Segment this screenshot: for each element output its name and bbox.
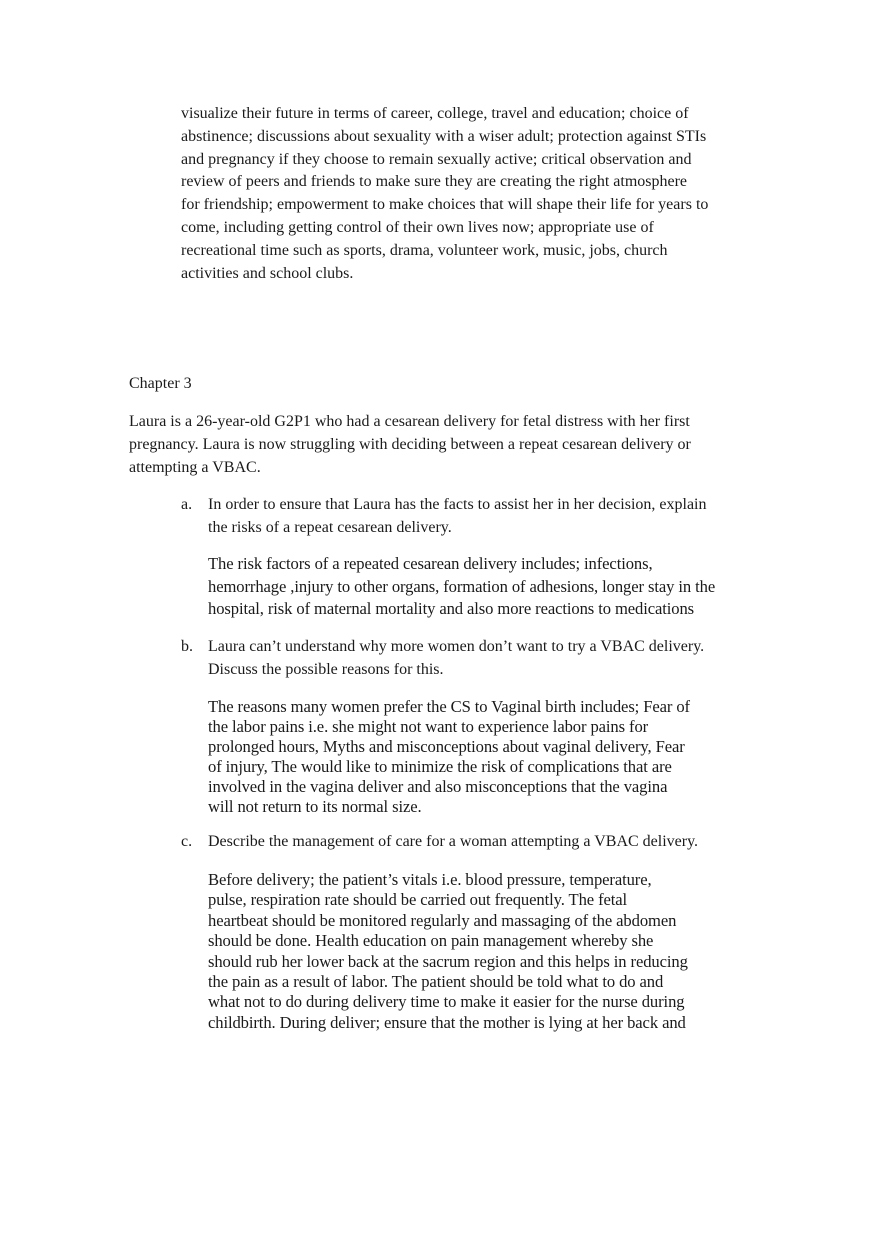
text-line: attempting a VBAC. <box>129 458 261 476</box>
text-line: Describe the management of care for a woman attempting a VBAC delivery. <box>208 833 699 850</box>
question-marker: b. <box>181 638 193 655</box>
text-line: prolonged hours, Myths and misconceptions about vaginal delivery, Fear <box>208 737 685 757</box>
answer-c <box>208 870 688 1033</box>
text-line: and pregnancy if they choose to remain sexually active; critical observation and <box>181 150 692 168</box>
text-line: In order to ensure that Laura has the facts to assist her in her decision, explain <box>208 496 707 513</box>
question-marker: c. <box>181 833 193 850</box>
text-line: The reasons many women prefer the CS to Vaginal birth includes; Fear of <box>208 697 690 716</box>
text-line: should be done. Health education on pain management whereby she <box>208 931 654 951</box>
text-line: Discuss the possible reasons for this. <box>208 660 444 678</box>
text-line: will not return to its normal size. <box>208 797 422 817</box>
question-b <box>208 636 704 682</box>
text-line: pulse, respiration rate should be carried out frequently. The fetal <box>208 890 628 910</box>
text-line: should rub her lower back at the sacrum region and this helps in reducing <box>208 951 688 971</box>
answer-a <box>208 553 715 621</box>
case-paragraph <box>129 411 691 479</box>
text-line: the labor pains i.e. she might not want to experience labor pains for <box>208 717 649 737</box>
text-line: Before delivery; the patient’s vitals i.e. blood pressure, temperature, <box>208 870 652 889</box>
text-line: come, including getting control of their own lives now; appropriate use of <box>181 218 654 236</box>
text-line: for friendship; empowerment to make choices that will shape their life for years to <box>181 196 709 214</box>
question-marker: a. <box>181 496 193 513</box>
text-line: Laura is a 26-year-old G2P1 who had a cesarean delivery for fetal distress with her first <box>129 413 690 430</box>
text-line: heartbeat should be monitored regularly and massaging of the abdomen <box>208 910 677 930</box>
text-line: hospital, risk of maternal mortality and also more reactions to medications <box>208 599 695 619</box>
text-line: childbirth. During deliver; ensure that the mother is lying at her back and <box>208 1012 686 1032</box>
text-line: hemorrhage ,injury to other organs, formation of adhesions, longer stay in the <box>208 576 716 596</box>
text-line: pregnancy. Laura is now struggling with deciding between a repeat cesarean delivery or <box>129 435 691 453</box>
text-line: abstinence; discussions about sexuality with a wiser adult; protection against STIs <box>181 127 707 145</box>
text-line: the risks of a repeat cesarean delivery. <box>208 518 452 536</box>
text-line: involved in the vagina deliver and also misconceptions that the vagina <box>208 777 668 797</box>
answer-b <box>208 697 690 818</box>
question-a <box>208 494 707 540</box>
text-line: what not to do during delivery time to make it easier for the nurse during <box>208 992 685 1012</box>
text-line: Laura can’t understand why more women don’t want to try a VBAC delivery. <box>208 638 705 655</box>
text-line: visualize their future in terms of career, college, travel and education; choice of <box>181 105 689 122</box>
text-line: review of peers and friends to make sure they are creating the right atmosphere <box>181 173 688 191</box>
text-line: recreational time such as sports, drama, volunteer work, music, jobs, church <box>181 241 668 259</box>
intro-paragraph <box>181 103 708 285</box>
text-line: the pain as a result of labor. The patient should be told what to do and <box>208 972 664 992</box>
text-line: The risk factors of a repeated cesarean delivery includes; infections, <box>208 554 653 573</box>
chapter-heading: Chapter 3 <box>129 375 192 392</box>
question-c <box>208 831 698 854</box>
text-line: activities and school clubs. <box>181 264 354 282</box>
text-line: of injury, The would like to minimize the risk of complications that are <box>208 757 672 777</box>
